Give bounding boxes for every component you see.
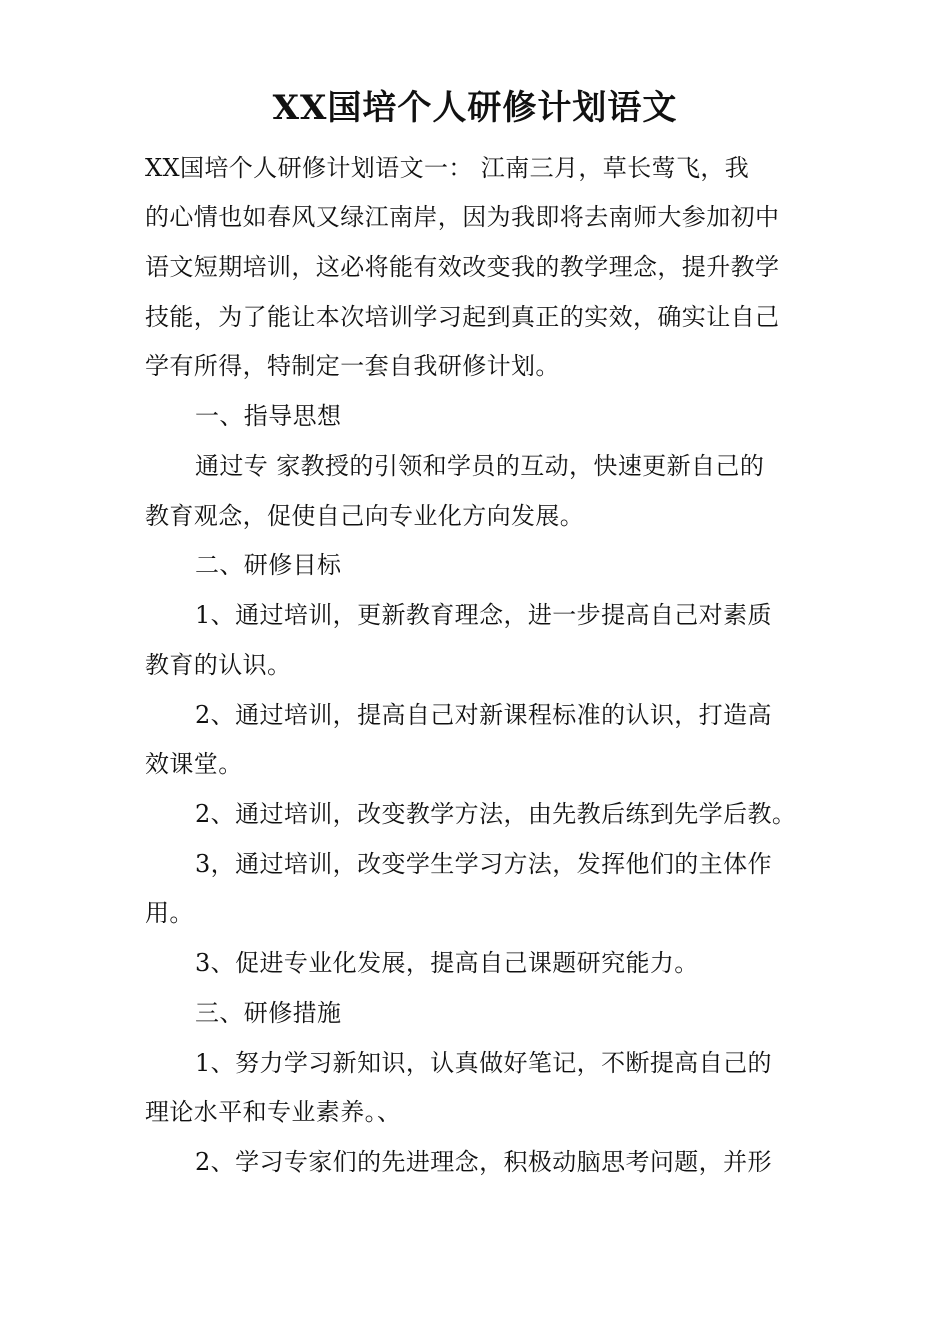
paragraph-line: 的心情也如春风又绿江南岸，因为我即将去南师大参加初中	[145, 203, 780, 231]
list-item-line: 效课堂。	[145, 750, 243, 778]
section-heading: 一、指导思想	[195, 402, 342, 430]
list-item-line: 理论水平和专业素养。、	[145, 1098, 402, 1126]
list-item-line: 3、促进专业化发展，提高自己课题研究能力。	[195, 949, 699, 977]
list-item-line: 教育的认识。	[145, 651, 292, 679]
list-item-line: 2、通过培训，提高自己对新课程标准的认识，打造高	[195, 701, 772, 729]
list-item-line: 2、学习专家们的先进理念，积极动脑思考问题，并形	[195, 1148, 772, 1176]
list-item-line: 1、通过培训，更新教育理念，进一步提高自己对素质	[195, 601, 772, 629]
paragraph-line: 教育观念，促使自己向专业化方向发展。	[145, 502, 585, 530]
section-heading: 二、研修目标	[195, 551, 342, 579]
list-item-line: 1、努力学习新知识，认真做好笔记，不断提高自己的	[195, 1049, 772, 1077]
list-item-line: 2、通过培训，改变教学方法，由先教后练到先学后教。	[195, 800, 797, 828]
paragraph-line: 技能，为了能让本次培训学习起到真正的实效，确实让自己	[145, 303, 780, 331]
list-item-line: 3，通过培训，改变学生学习方法，发挥他们的主体作	[195, 850, 772, 878]
section-heading: 三、研修措施	[195, 999, 342, 1027]
document-title: XX国培个人研修计划语文	[272, 88, 678, 128]
list-item-line: 用。	[145, 899, 194, 927]
paragraph-line: XX国培个人研修计划语文一： 江南三月，草长莺飞，我	[145, 154, 750, 182]
paragraph-line: 学有所得，特制定一套自我研修计划。	[145, 352, 560, 380]
paragraph-line: 通过专 家教授的引领和学员的互动，快速更新自己的	[195, 452, 765, 480]
paragraph-line: 语文短期培训，这必将能有效改变我的教学理念，提升教学	[145, 253, 780, 281]
